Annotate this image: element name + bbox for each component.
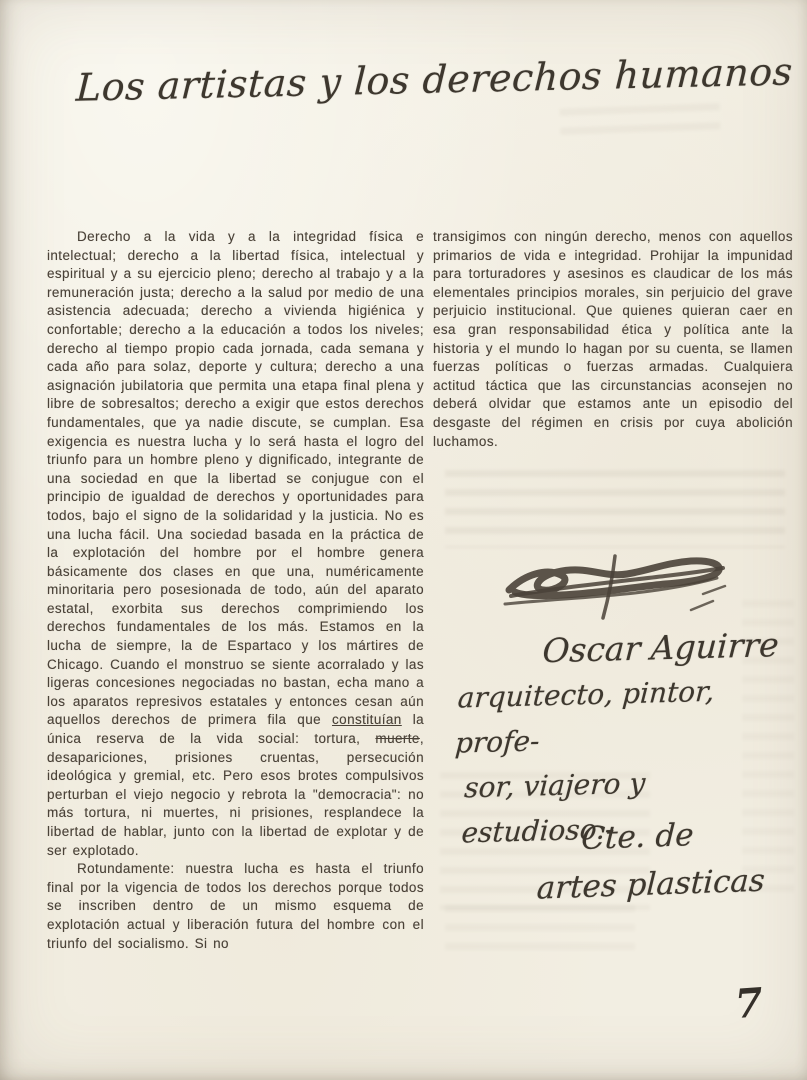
author-title-line: arquitecto, pintor, profe- [454, 674, 716, 760]
right-column [433, 228, 793, 451]
author-title-line: sor, viajero y estudioso.- [460, 766, 647, 850]
right-paragraph-1: transigimos con ningún derecho, menos con aquellos primarios de vida e integridad. Prohijar la impunidad para torturadores y asesinos es claudicar de los más elementales principios morales, sin perjuicio del grave perjuicio institucional. Que quienes quieran caer en esa gran responsabilidad ética y política ante la historia y el mundo lo hagan por su cuenta, se llamen fuerzas políticas o fuerzas armadas. Cualquiera actitud táctica que las circunstancias aconsejen no deberá olvidar que estamos ante un episodio del desgaste del régimen en crisis por cuya abolición luchamos. [433, 229, 793, 449]
bleedthrough-smudge [560, 103, 721, 135]
committee-line: Cte. de [580, 817, 695, 858]
left-paragraph-2: Rotundamente: nuestra lucha es hasta el triunfo final por la vigencia de todos los derechos porque todos se inscriben dentro de un mismo esquema de explotación actual y liberación futura del hombre con el triunfo del socialismo. Si no [47, 861, 424, 951]
page-number: 7 [733, 979, 765, 1028]
handwritten-title: Los artistas y los derechos humanos [75, 49, 794, 110]
author-name: Oscar Aguirre [541, 625, 780, 671]
bleedthrough-text-block [445, 470, 785, 548]
committee-line: artes plasticas [535, 862, 766, 907]
signature-scrawl-icon [495, 548, 745, 628]
left-paragraph-1: Derecho a la vida y a la integridad física e intelectual; derecho a la libertad física, intelectual y espiritual y a su ejercicio pleno; derecho al trabajo y a la remuneración justa; derecho a la salud por medio de una asistencia adecuada; derecho a vivienda higiénica y confortable; derecho a la educación a todos los niveles; derecho al tiempo propio cada jornada, cada semana y cada año para solaz, deporte y cultura; derecho a una asignación jubilatoria que permita una etapa final plena y libre de sobresaltos; derecho a exigir que estos derechos fundamentales, que ya nadie discute, se cumplan. Esa exigencia es nuestra lucha y lo será hasta el logro del triunfo para un hombre pleno y dignificado, integrante de una sociedad en que la libertad se conjugue con el principio de igualdad de derechos y oportunidades para todos, bajo el signo de la solidaridad y la justicia. No es una lucha fácil. Una sociedad basada en la práctica de la explotación del hombre por el hombre genera básicamente dos clases en que una, numéricamente minoritaria pero posesionada de todo, aún del aparato estatal, exorbita sus derechos comprimiendo los derechos fundamentales de los más. Estamos en la lucha de siempre, la de Espartaco y los mártires de Chicago. Cuando el monstruo se siente acorralado y las ligeras concesiones negociadas no bastan, echa mano a los aparatos represivos estatales y entonces cesan aún aquellos derechos de primera fila que constituían la única reserva de la vida social: tortura, muerte, desapariciones, prisiones cruentas, persecución ideológica y gremial, etc. Pero esos brotes compulsivos perturban el viejo negocio y rebrota la "democracia": no más tortura, ni muertes, ni prisiones, resplandece la libertad de hablar, junto con la libertad de explotar y de ser explotado. [47, 229, 424, 858]
handwritten-committee-note [536, 807, 801, 912]
left-column [47, 228, 424, 953]
bleedthrough-text-block [445, 905, 635, 960]
